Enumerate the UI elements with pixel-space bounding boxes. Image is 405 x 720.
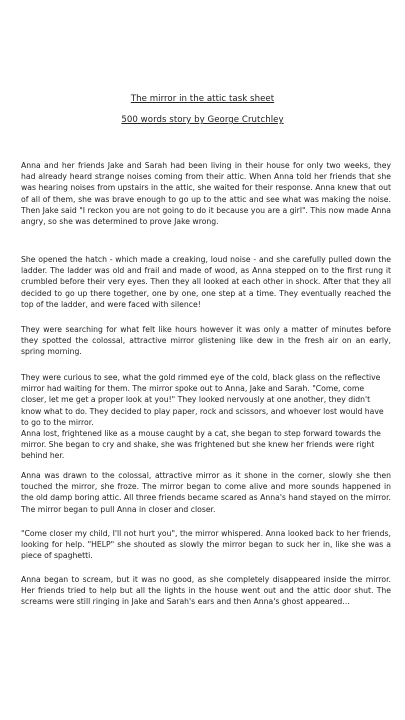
story-paragraph-2: She opened the hatch - which made a creaking, loud noise - and she carefully pulled down the ladder. The ladder was old and frail and made of wood, as Anna stepped on to the first rung it crumbled before their very eyes. Then they all looked at each other in shock. After that they all decided to go up there together, one by one, one step at a time. They eventually reached the top of the ladder, and were faced with silence!	[21, 255, 391, 309]
story-paragraph-4: They were curious to see, what the gold rimmed eye of the cold, black glass on the reflective mirror had waiting for them. The mirror spoke out to Anna, Jake and Sarah. "Come, come closer, let me get a proper look at you!" They looked nervously at one another, they didn't know what to do. They decided to play paper, rock and scissors, and whoever lost would have to go to the mirror. Anna lost, frightened like as a mouse caught by a cat, she began to step forward towards the mirror. She began to cry and shake, she was frightened but she knew her friends were right behind her.	[21, 373, 384, 461]
story-paragraph-3: They were searching for what felt like hours however it was only a matter of minutes before they spotted the colossal, attractive mirror glistening like dew in the fresh air on an early, spring morning.	[21, 325, 391, 357]
story-paragraph-7: Anna began to scream, but it was no good, as she completely disappeared inside the mirror. Her friends tried to help but all the lights in the house went out and the attic door shut. The screams were still ringing in Jake and Sarah's ears and then Anna's ghost appeared…	[21, 575, 391, 607]
document-title: The mirror in the attic task sheet	[130, 94, 275, 104]
story-paragraph-5: Anna was drawn to the colossal, attractive mirror as it shone in the corner, slowly she then touched the mirror, she froze. The mirror began to come alive and more sounds happened in the old damp boring attic. All three friends became scared as Anna's hand stayed on the mirror. The mirror began to pull Anna in closer and closer.	[21, 471, 391, 514]
story-paragraph-1: Anna and her friends Jake and Sarah had been living in their house for only two weeks, they had already heard strange noises coming from their attic. When Anna told her friends that she was hearing noises from upstairs in the attic, she waited for their response. Anna knew that out of all of them, she was brave enough to go up to the attic and see what was making the noise. Then Jake said "I reckon you are not going to do it because you are a girl". This now made Anna angry, so she was determined to prove Jake wrong.	[21, 161, 391, 227]
story-paragraph-6: "Come closer my child, I'll not hurt you", the mirror whispered. Anna looked back to her friends, looking for help. "HELP" she shouted as slowly the mirror began to suck her in, like she was a piece of spaghetti.	[21, 529, 391, 561]
document-subtitle: 500 words story by George Crutchley	[121, 115, 284, 125]
